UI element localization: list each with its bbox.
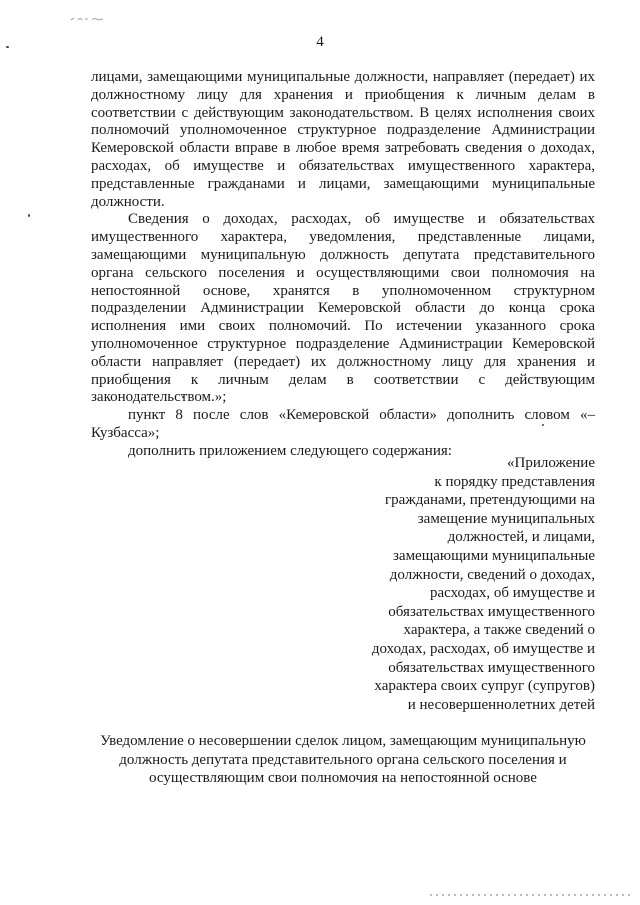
appendix-line: должности, сведений о доходах, <box>389 566 595 583</box>
appendix-line: к порядку представления <box>434 473 595 490</box>
notice-title-line: Уведомление о несовершении сделок лицом, замещающим муниципальную <box>100 733 586 749</box>
notice-title-line: осуществляющим свои полномочия на непостоянной основе <box>149 770 537 787</box>
appendix-line: замещающими муниципальные <box>392 547 595 564</box>
appendix-line: обязательствах имущественного <box>388 659 595 676</box>
scan-artifact-dots <box>430 893 630 897</box>
appendix-line: гражданами, претендующими на <box>385 492 595 509</box>
notice-title-line: должность депутата представительного органа сельского поселения и <box>119 751 567 768</box>
appendix-line: «Приложение <box>506 455 595 471</box>
scan-speck <box>28 214 30 217</box>
appendix-line: обязательствах имущественного <box>388 603 595 620</box>
appendix-line: расходах, об имуществе и <box>429 585 595 602</box>
paragraph-add-appendix: дополнить приложением следующего содержания: <box>128 442 452 459</box>
paragraph-amendment-point-8: пункт 8 после слов «Кемеровской области» дополнить словом «– Кузбасса»; <box>91 407 595 441</box>
page-number: 4 <box>316 34 324 50</box>
appendix-line: характера, а также сведений о <box>403 622 595 639</box>
appendix-line: доходах, расходах, об имуществе и <box>371 640 595 657</box>
appendix-line: и несовершеннолетних детей <box>407 696 595 713</box>
notice-title <box>70 732 616 788</box>
appendix-line: должностей, и лицами, <box>447 529 595 546</box>
paragraph-continuation: лицами, замещающими муниципальные должности, направляет (передает) их должностному лицу для хранения и приобщения к личным делам в соответствии с действующим законодательством. В целях исполнения своих полномочий уполномоченное структурное подразделение Администрации Кемеровской области вправе в любое время затребовать сведения о доходах, расходах, об имуществе и обязательствах имущественного характера, представленные гражданами и лицами, замещающими муниципальные должности. <box>91 69 595 210</box>
appendix-header <box>300 454 595 714</box>
appendix-line: характера своих супруг (супругов) <box>374 678 595 695</box>
paragraph-storage-of-declarations: Сведения о доходах, расходах, об имуществе и обязательствах имущественного характера, уведомления, представленные лицами, замещающими муниципальную должность депутата представительного органа сельского поселения и осуществляющими свои полномочия на непостоянной основе, хранятся в уполномоченном структурном подразделении Администрации Кемеровской области до конца срока исполнения ими своих полномочий. По истечении указанного срока уполномоченное структурное подразделение Администрации Кемеровской области направляет (передает) их должностному лицу для хранения и приобщения к личным делам в соответствии с действующим законодательством.»; <box>91 211 595 406</box>
document-body <box>91 69 595 461</box>
scan-artifact-mark <box>70 16 106 22</box>
appendix-line: замещение муниципальных <box>417 510 595 527</box>
